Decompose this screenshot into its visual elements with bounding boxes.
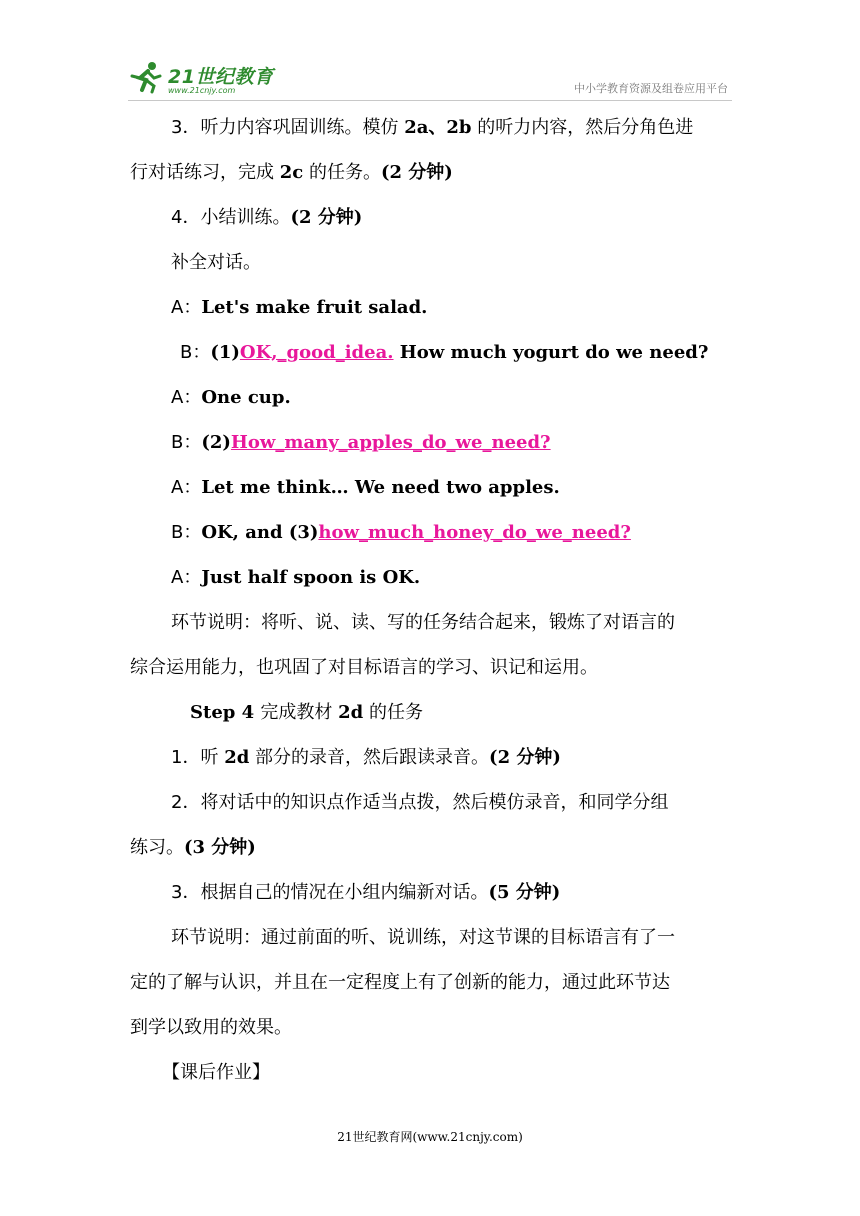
line-text: 的任务 [363, 702, 424, 723]
speaker-label: A： [171, 477, 202, 498]
line-text: 到学以致用的效果。 [130, 1017, 292, 1038]
line-text: 3．根据自己的情况在小组内编新对话。 [171, 882, 489, 903]
line-text: (2 分钟) [489, 747, 561, 768]
answer-fill: how_much_honey_do_we_need? [318, 522, 631, 543]
dialog-text: How much yogurt do we need? [393, 342, 709, 363]
line-text: 的任务。 [303, 162, 381, 183]
dialog-line [180, 341, 708, 365]
line-text: 环节说明：通过前面的听、说训练，对这节课的目标语言有了一 [171, 927, 675, 948]
line-text: 部分的录音，然后跟读录音。 [249, 747, 490, 768]
page-footer: 21世纪教育网(www.21cnjy.com) [337, 1130, 523, 1144]
line-text: (2 分钟) [290, 207, 363, 228]
text-line [171, 926, 675, 950]
runner-logo-icon [128, 60, 164, 94]
line-text: Step 4 [190, 702, 261, 723]
dialog-line [171, 521, 631, 545]
dialog-text: Let me think… We need two apples. [201, 477, 560, 498]
line-text: 【课后作业】 [162, 1062, 270, 1083]
line-text: 1．听 [171, 747, 225, 768]
line-text: 完成教材 [260, 702, 339, 723]
line-text: 的听力内容，然后分角色进 [471, 117, 694, 138]
dialog-line [171, 476, 560, 500]
step-heading [190, 701, 423, 725]
line-text: 补全对话。 [171, 252, 261, 273]
dialog-text: OK, and (3) [201, 522, 319, 543]
text-line [171, 116, 693, 140]
line-text: 综合运用能力，也巩固了对目标语言的学习、识记和运用。 [130, 657, 598, 678]
line-text: 2．将对话中的知识点作适当点拨，然后模仿录音，和同学分组 [171, 792, 669, 813]
speaker-label: A： [171, 297, 202, 318]
speaker-label: B： [180, 342, 211, 363]
answer-fill: OK,_good_idea. [239, 342, 394, 363]
line-text: 2a、2b [404, 117, 472, 138]
text-line [171, 611, 675, 635]
speaker-label: A： [171, 567, 202, 588]
text-line [171, 251, 261, 275]
text-line [130, 656, 598, 680]
line-text: (3 分钟) [184, 837, 256, 858]
line-text: 环节说明：将听、说、读、写的任务结合起来，锻炼了对语言的 [171, 612, 675, 633]
line-text: 定的了解与认识，并且在一定程度上有了创新的能力，通过此环节达 [130, 972, 670, 993]
line-text: (2 分钟) [380, 162, 453, 183]
text-line [130, 836, 256, 860]
header-tagline: 中小学教育资源及组卷应用平台 [574, 82, 728, 95]
dialog-text: One cup. [201, 387, 291, 408]
logo-main-text: 21世纪教育 [168, 66, 274, 88]
logo-sub-text: www.21cnjy.com [168, 86, 236, 95]
blank-number: (2) [201, 432, 231, 453]
line-text: 行对话练习，完成 [130, 162, 280, 183]
line-text: (5 分钟) [488, 882, 561, 903]
dialog-line [171, 566, 420, 590]
text-line [171, 881, 560, 905]
text-line [130, 971, 670, 995]
dialog-text: Let's make fruit salad. [201, 297, 428, 318]
dialog-line [171, 296, 427, 320]
text-line [171, 746, 561, 770]
dialog-text: Just half spoon is OK. [201, 567, 421, 588]
section-heading [162, 1061, 270, 1085]
speaker-label: B： [171, 432, 202, 453]
line-text: 4．小结训练。 [171, 207, 291, 228]
page-header [128, 58, 732, 101]
line-text: 3．听力内容巩固训练。模仿 [171, 117, 405, 138]
text-line [130, 1016, 292, 1040]
line-text: 2c [279, 162, 304, 183]
logo [128, 58, 288, 98]
blank-number: (1) [210, 342, 240, 363]
line-text: 2d [338, 702, 364, 723]
dialog-line [171, 386, 291, 410]
text-line [171, 206, 362, 230]
text-line [130, 161, 453, 185]
speaker-label: B： [171, 522, 202, 543]
line-text: 2d [224, 747, 250, 768]
answer-fill: How_many_apples_do_we_need? [230, 432, 551, 453]
line-text: 练习。 [130, 837, 184, 858]
dialog-line [171, 431, 551, 455]
text-line [171, 791, 668, 815]
speaker-label: A： [171, 387, 202, 408]
